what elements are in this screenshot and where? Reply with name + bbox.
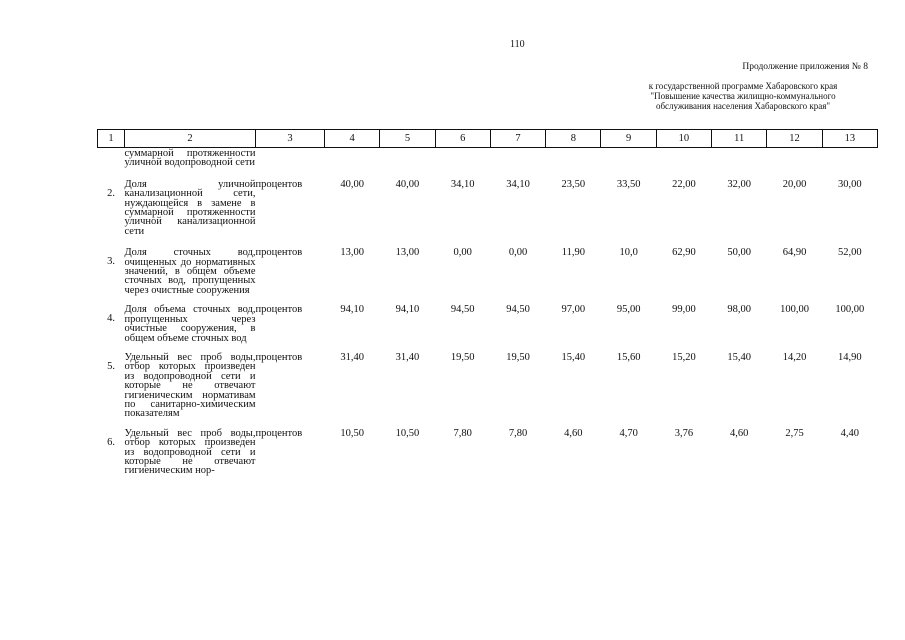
column-header: 6 bbox=[435, 130, 490, 148]
value-cell: 98,00 bbox=[727, 304, 752, 316]
value-cell: 19,50 bbox=[506, 351, 530, 363]
value-cell: 95,00 bbox=[616, 304, 641, 316]
indicators-table bbox=[97, 129, 878, 476]
page-number: 110 bbox=[510, 39, 525, 50]
column-header: 4 bbox=[325, 130, 380, 148]
column-header: 10 bbox=[656, 130, 711, 148]
value-cell: 4,70 bbox=[619, 427, 638, 439]
column-header: 1 bbox=[98, 130, 125, 148]
value-cell: 4,40 bbox=[840, 427, 859, 439]
value-cell: 64,90 bbox=[782, 247, 807, 259]
value-cell: 10,0 bbox=[619, 247, 638, 259]
value-cell: 94,50 bbox=[450, 304, 475, 316]
appendix-line: обслуживания населения Хабаровского края" bbox=[655, 101, 831, 111]
value-cell: 15,40 bbox=[727, 351, 752, 363]
row-number: 2. bbox=[107, 187, 115, 199]
value-cell: 20,00 bbox=[782, 178, 807, 190]
value-cell: 14,20 bbox=[782, 351, 807, 363]
value-cell: 13,00 bbox=[340, 247, 364, 259]
value-cell: 97,00 bbox=[561, 304, 586, 316]
table-row bbox=[98, 176, 878, 244]
value-cell: 10,50 bbox=[340, 427, 364, 439]
value-cell: 15,40 bbox=[561, 351, 586, 363]
value-cell: 7,80 bbox=[453, 427, 472, 439]
value-cell: 15,20 bbox=[672, 351, 696, 363]
value-cell: 19,50 bbox=[450, 351, 475, 363]
row-number: 4. bbox=[107, 313, 115, 325]
value-cell: 94,50 bbox=[506, 304, 530, 316]
indicator-name: суммарной протяженности уличной водопроводной сети bbox=[124, 148, 256, 169]
value-cell: 22,00 bbox=[672, 178, 696, 190]
table-row bbox=[98, 425, 878, 476]
value-cell: 4,60 bbox=[730, 427, 749, 439]
indicator-name: Доля объема сточных вод, пропущенных через очистные сооружения, в общем объеме сточных вод bbox=[124, 304, 256, 344]
unit: процентов bbox=[255, 247, 303, 259]
value-cell: 94,10 bbox=[395, 304, 420, 316]
value-cell: 14,90 bbox=[838, 351, 862, 363]
indicator-name: Удельный вес проб воды, отбор которых произведен из водопроводной сети и которые не отвечают гигиеническим нор- bbox=[124, 427, 256, 477]
value-cell: 13,00 bbox=[395, 247, 420, 259]
appendix-line: "Повышение качества жилищно-коммунального bbox=[650, 91, 836, 101]
value-cell: 100,00 bbox=[780, 304, 809, 316]
appendix-title: Продолжение приложения № 8 bbox=[742, 62, 868, 72]
value-cell: 34,10 bbox=[506, 178, 530, 190]
value-cell: 40,00 bbox=[340, 178, 364, 190]
indicator-name: Доля уличной канализационной сети, нуждающейся в замене в суммарной протяженности уличной канализационной сети bbox=[124, 178, 256, 237]
row-number: 6. bbox=[107, 436, 115, 448]
column-header: 3 bbox=[256, 130, 325, 148]
value-cell: 62,90 bbox=[672, 247, 696, 259]
value-cell: 31,40 bbox=[395, 351, 420, 363]
table-row bbox=[98, 244, 878, 301]
value-cell: 3,76 bbox=[674, 427, 694, 439]
column-header: 12 bbox=[767, 130, 822, 148]
table-row bbox=[98, 301, 878, 349]
column-header: 13 bbox=[822, 130, 877, 148]
value-cell: 0,00 bbox=[508, 247, 528, 259]
value-cell: 94,10 bbox=[340, 304, 364, 316]
value-cell: 33,50 bbox=[616, 178, 641, 190]
value-cell: 2,75 bbox=[785, 427, 804, 439]
unit: процентов bbox=[255, 178, 303, 190]
appendix-line: к государственной программе Хабаровского края bbox=[648, 81, 838, 91]
column-header: 11 bbox=[712, 130, 767, 148]
value-cell: 11,90 bbox=[561, 247, 585, 259]
value-cell: 30,00 bbox=[838, 178, 862, 190]
value-cell: 4,60 bbox=[564, 427, 583, 439]
unit: процентов bbox=[255, 304, 303, 316]
value-cell: 100,00 bbox=[835, 304, 865, 316]
value-cell: 40,00 bbox=[395, 178, 420, 190]
value-cell: 7,80 bbox=[508, 427, 528, 439]
value-cell: 34,10 bbox=[450, 178, 475, 190]
column-header: 2 bbox=[125, 130, 256, 148]
table-row bbox=[98, 349, 878, 425]
appendix-subtitle bbox=[620, 81, 866, 111]
value-cell: 99,00 bbox=[672, 304, 696, 316]
value-cell: 50,00 bbox=[727, 247, 752, 259]
value-cell: 23,50 bbox=[561, 178, 586, 190]
value-cell: 32,00 bbox=[727, 178, 752, 190]
value-cell: 0,00 bbox=[453, 247, 472, 259]
value-cell: 52,00 bbox=[838, 247, 862, 259]
unit: процентов bbox=[255, 351, 303, 363]
column-header: 7 bbox=[490, 130, 545, 148]
row-number: 5. bbox=[107, 360, 115, 372]
value-cell: 10,50 bbox=[395, 427, 420, 439]
indicator-name: Доля сточных вод, очищенных до нормативных значений, в общем объеме сточных вод, пропущенных через очистные сооружения bbox=[124, 247, 256, 296]
column-header: 8 bbox=[546, 130, 601, 148]
column-header: 5 bbox=[380, 130, 435, 148]
value-cell: 15,60 bbox=[616, 351, 641, 363]
unit: процентов bbox=[255, 427, 303, 439]
value-cell: 31,40 bbox=[340, 351, 364, 363]
table-row-continuation bbox=[98, 148, 878, 176]
row-number: 3. bbox=[107, 256, 115, 268]
table-header-row bbox=[98, 130, 878, 148]
indicator-name: Удельный вес проб воды, отбор которых произведен из водопроводной сети и которые не отвечают гигиеническим нормативам по санитарно-химическим показателям bbox=[124, 351, 256, 420]
column-header: 9 bbox=[601, 130, 656, 148]
